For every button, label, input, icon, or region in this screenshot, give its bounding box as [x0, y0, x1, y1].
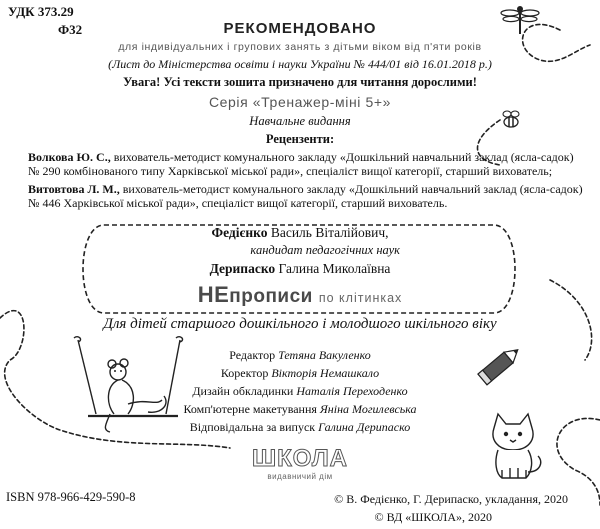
credit-name: Тетяна Вакуленко — [278, 348, 371, 362]
book-title-logo — [0, 282, 600, 308]
author-1-surname: Федієнко — [211, 225, 268, 240]
reviewer-name: Витовтова Л. М., — [28, 182, 120, 196]
credit-name: Наталія Переходенко — [296, 384, 408, 398]
author-1-name: Василь Віталійович, — [267, 225, 389, 240]
credit-role: Відповідальна за випуск — [189, 420, 319, 434]
credit-line — [0, 384, 600, 399]
book-title-sub: по клітинках — [318, 291, 403, 305]
udk-code: УДК 373.29 — [8, 4, 74, 19]
publisher-logo-word: ШКОЛА — [251, 445, 348, 472]
reviewer-description: вихователь-методист комунального закладу «Дошкільний навчальний заклад (ясла-садок) № 446 Харківської міської ради», спеціаліст вищої категорії, старший вихователь. — [28, 182, 583, 210]
book-title-main: НЕпрописи — [197, 282, 313, 307]
series-name: Серія «Тренажер-міні 5+» — [208, 94, 392, 110]
reviewer-name: Волкова Ю. С., — [28, 150, 111, 164]
author-1-degree: кандидат педагогічних наук — [250, 243, 400, 257]
recommendation-title: РЕКОМЕНДОВАНО — [223, 20, 377, 37]
reading-warning: Увага! Усі тексти зошита призначено для читання дорослими! — [123, 75, 477, 89]
copyright-publisher: © ВД «ШКОЛА», 2020 — [374, 510, 492, 524]
author-2-name: Галина Миколаївна — [275, 261, 391, 276]
reviewers-heading: Рецензенти: — [265, 132, 335, 146]
credit-line — [0, 366, 600, 381]
reviewer-entry — [28, 150, 586, 178]
reviewer-entry — [28, 182, 586, 210]
recommendation-subtitle: для індивідуальних і групових занять з дітьми віком від п'яти років — [118, 41, 482, 53]
classification-code: Ф32 — [58, 22, 83, 37]
credit-role: Редактор — [229, 348, 279, 362]
publisher-logo-sub: видавничий дім — [267, 472, 333, 481]
credit-line — [0, 348, 600, 363]
credit-name: Галина Дерипаско — [318, 420, 411, 434]
author-2 — [0, 261, 600, 277]
credit-role: Комп'ютерне макетування — [183, 402, 320, 416]
copyright-authors: © В. Федієнко, Г. Дерипаско, укладання, 2020 — [334, 492, 568, 506]
edition-type: Навчальне видання — [249, 114, 351, 128]
author-1 — [0, 225, 600, 241]
author-2-surname: Дерипаско — [209, 261, 276, 276]
credit-role: Коректор — [220, 366, 272, 380]
credit-line — [0, 420, 600, 435]
credit-name: Яніна Могилевська — [319, 402, 417, 416]
isbn: ISBN 978-966-429-590-8 — [6, 490, 136, 504]
ministry-letter: (Лист до Міністерства освіти і науки України № 444/01 від 16.01.2018 р.) — [108, 57, 492, 71]
credit-name: Вікторія Немашкало — [271, 366, 380, 380]
publisher-logo — [250, 446, 350, 484]
credit-role: Дизайн обкладинки — [192, 384, 297, 398]
target-audience: Для дітей старшого дошкільного і молодшого шкільного віку — [103, 316, 497, 332]
reviewer-description: вихователь-методист комунального закладу «Дошкільний навчальний заклад (ясла-садок) № 290 комбінованого типу Харківської міської ради», спеціаліст вищої категорії, старший вихователь; — [28, 150, 574, 178]
credit-line — [0, 402, 600, 417]
